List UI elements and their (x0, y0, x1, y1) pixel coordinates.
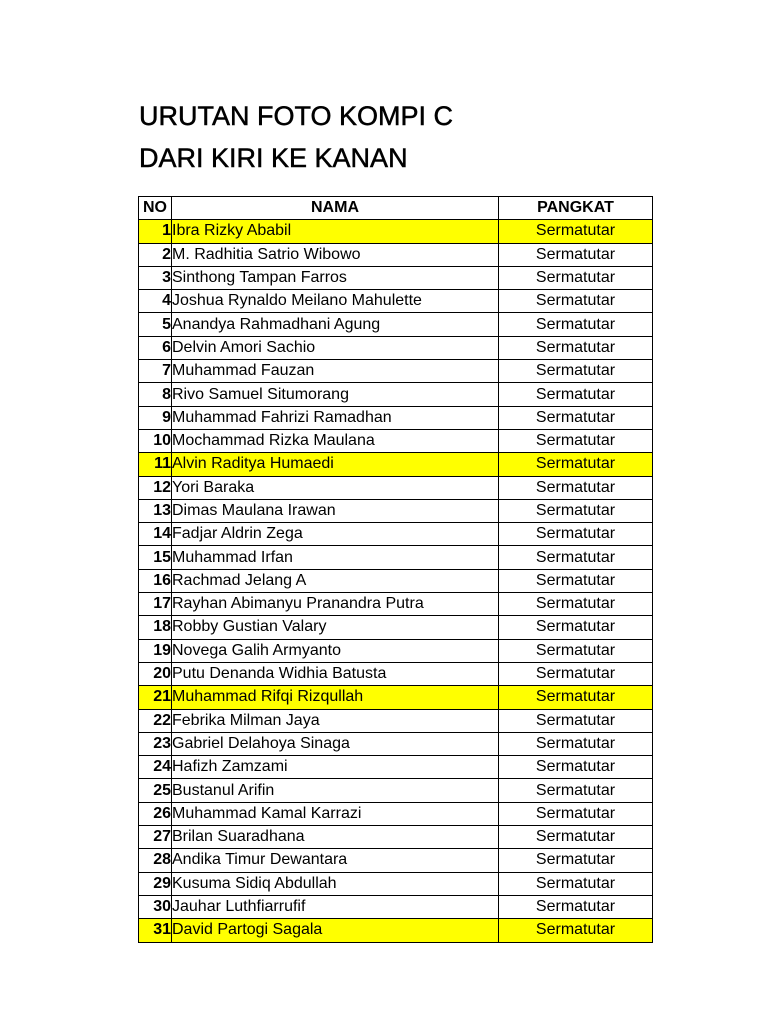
table-row (139, 569, 653, 592)
table-row (139, 360, 653, 383)
row-number-cell: 4 (139, 290, 172, 313)
row-rank-cell: Sermatutar (499, 383, 653, 406)
row-name-cell: Mochammad Rizka Maulana (172, 429, 499, 452)
table-row (139, 826, 653, 849)
row-number-cell: 13 (139, 499, 172, 522)
table-row (139, 802, 653, 825)
table-row (139, 593, 653, 616)
table-row (139, 662, 653, 685)
row-rank-cell: Sermatutar (499, 313, 653, 336)
row-name-cell: Dimas Maulana Irawan (172, 499, 499, 522)
row-rank-cell: Sermatutar (499, 220, 653, 243)
table-row (139, 686, 653, 709)
row-number-cell: 12 (139, 476, 172, 499)
row-number-cell: 1 (139, 220, 172, 243)
row-name-cell: Muhammad Fahrizi Ramadhan (172, 406, 499, 429)
row-rank-cell: Sermatutar (499, 639, 653, 662)
row-number-cell: 5 (139, 313, 172, 336)
table-row (139, 756, 653, 779)
table-row (139, 499, 653, 522)
row-number-cell: 18 (139, 616, 172, 639)
row-name-cell: Bustanul Arifin (172, 779, 499, 802)
table-row (139, 709, 653, 732)
row-number-cell: 21 (139, 686, 172, 709)
table-row (139, 616, 653, 639)
row-name-cell: Ibra Rizky Ababil (172, 220, 499, 243)
row-number-cell: 9 (139, 406, 172, 429)
table-row (139, 546, 653, 569)
row-rank-cell: Sermatutar (499, 779, 653, 802)
row-number-cell: 14 (139, 523, 172, 546)
row-name-cell: Brilan Suaradhana (172, 826, 499, 849)
table-row (139, 639, 653, 662)
row-name-cell: Muhammad Irfan (172, 546, 499, 569)
row-name-cell: Rivo Samuel Situmorang (172, 383, 499, 406)
table-row (139, 849, 653, 872)
row-rank-cell: Sermatutar (499, 266, 653, 289)
page-title-line-2: DARI KIRI KE KANAN (139, 143, 408, 173)
row-rank-cell: Sermatutar (499, 895, 653, 918)
row-name-cell: Robby Gustian Valary (172, 616, 499, 639)
row-rank-cell: Sermatutar (499, 453, 653, 476)
table-row (139, 872, 653, 895)
row-number-cell: 20 (139, 662, 172, 685)
row-number-cell: 26 (139, 802, 172, 825)
row-rank-cell: Sermatutar (499, 826, 653, 849)
column-header-rank: PANGKAT (499, 197, 653, 220)
row-name-cell: Rayhan Abimanyu Pranandra Putra (172, 593, 499, 616)
row-rank-cell: Sermatutar (499, 756, 653, 779)
row-name-cell: Muhammad Rifqi Rizqullah (172, 686, 499, 709)
table-row (139, 453, 653, 476)
table-row (139, 895, 653, 918)
row-rank-cell: Sermatutar (499, 360, 653, 383)
column-header-name: NAMA (172, 197, 499, 220)
row-rank-cell: Sermatutar (499, 616, 653, 639)
row-rank-cell: Sermatutar (499, 476, 653, 499)
table-row (139, 476, 653, 499)
row-rank-cell: Sermatutar (499, 406, 653, 429)
row-number-cell: 11 (139, 453, 172, 476)
row-number-cell: 17 (139, 593, 172, 616)
row-rank-cell: Sermatutar (499, 732, 653, 755)
roster-table (138, 196, 653, 943)
table-row (139, 336, 653, 359)
table-body (139, 220, 653, 942)
row-name-cell: Febrika Milman Jaya (172, 709, 499, 732)
row-rank-cell: Sermatutar (499, 523, 653, 546)
row-rank-cell: Sermatutar (499, 290, 653, 313)
row-number-cell: 28 (139, 849, 172, 872)
table-row (139, 290, 653, 313)
row-name-cell: Jauhar Luthfiarrufif (172, 895, 499, 918)
table-row (139, 383, 653, 406)
row-number-cell: 2 (139, 243, 172, 266)
row-name-cell: Yori Baraka (172, 476, 499, 499)
row-rank-cell: Sermatutar (499, 243, 653, 266)
row-name-cell: Delvin Amori Sachio (172, 336, 499, 359)
row-rank-cell: Sermatutar (499, 499, 653, 522)
row-number-cell: 29 (139, 872, 172, 895)
row-rank-cell: Sermatutar (499, 429, 653, 452)
row-rank-cell: Sermatutar (499, 709, 653, 732)
row-number-cell: 23 (139, 732, 172, 755)
table-row (139, 220, 653, 243)
table-row (139, 406, 653, 429)
row-rank-cell: Sermatutar (499, 336, 653, 359)
page-title-line-1: URUTAN FOTO KOMPI C (139, 101, 454, 131)
row-name-cell: Andika Timur Dewantara (172, 849, 499, 872)
table-row (139, 429, 653, 452)
row-number-cell: 19 (139, 639, 172, 662)
table-row (139, 919, 653, 942)
row-name-cell: Hafizh Zamzami (172, 756, 499, 779)
row-name-cell: Muhammad Kamal Karrazi (172, 802, 499, 825)
row-rank-cell: Sermatutar (499, 872, 653, 895)
row-number-cell: 25 (139, 779, 172, 802)
table-row (139, 732, 653, 755)
row-rank-cell: Sermatutar (499, 686, 653, 709)
row-rank-cell: Sermatutar (499, 569, 653, 592)
row-name-cell: Gabriel Delahoya Sinaga (172, 732, 499, 755)
row-number-cell: 24 (139, 756, 172, 779)
row-number-cell: 6 (139, 336, 172, 359)
row-rank-cell: Sermatutar (499, 919, 653, 942)
row-name-cell: Putu Denanda Widhia Batusta (172, 662, 499, 685)
table-header-row (139, 197, 653, 220)
table-row (139, 779, 653, 802)
row-rank-cell: Sermatutar (499, 662, 653, 685)
row-rank-cell: Sermatutar (499, 802, 653, 825)
row-name-cell: Novega Galih Armyanto (172, 639, 499, 662)
row-name-cell: Muhammad Fauzan (172, 360, 499, 383)
row-number-cell: 30 (139, 895, 172, 918)
row-number-cell: 22 (139, 709, 172, 732)
table-row (139, 243, 653, 266)
table-row (139, 523, 653, 546)
row-number-cell: 27 (139, 826, 172, 849)
row-name-cell: Alvin Raditya Humaedi (172, 453, 499, 476)
row-number-cell: 15 (139, 546, 172, 569)
row-number-cell: 10 (139, 429, 172, 452)
row-number-cell: 3 (139, 266, 172, 289)
row-name-cell: M. Radhitia Satrio Wibowo (172, 243, 499, 266)
column-header-no: NO (139, 197, 172, 220)
row-name-cell: Rachmad Jelang A (172, 569, 499, 592)
row-name-cell: Anandya Rahmadhani Agung (172, 313, 499, 336)
table-row (139, 313, 653, 336)
row-name-cell: Joshua Rynaldo Meilano Mahulette (172, 290, 499, 313)
row-rank-cell: Sermatutar (499, 849, 653, 872)
row-number-cell: 31 (139, 919, 172, 942)
table-row (139, 266, 653, 289)
row-name-cell: David Partogi Sagala (172, 919, 499, 942)
row-rank-cell: Sermatutar (499, 593, 653, 616)
row-rank-cell: Sermatutar (499, 546, 653, 569)
row-number-cell: 7 (139, 360, 172, 383)
row-name-cell: Sinthong Tampan Farros (172, 266, 499, 289)
row-number-cell: 8 (139, 383, 172, 406)
row-name-cell: Kusuma Sidiq Abdullah (172, 872, 499, 895)
row-name-cell: Fadjar Aldrin Zega (172, 523, 499, 546)
row-number-cell: 16 (139, 569, 172, 592)
